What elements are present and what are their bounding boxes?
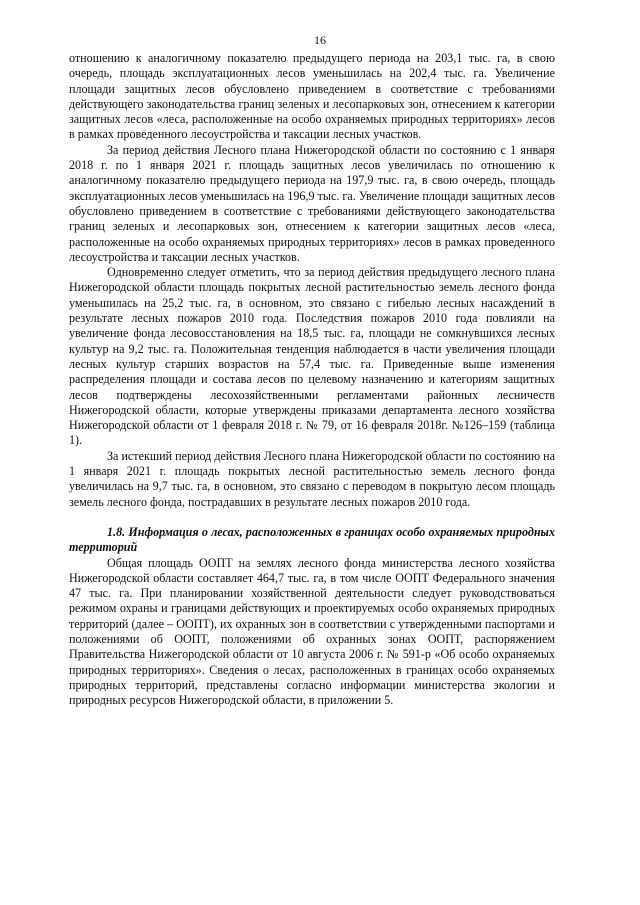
section-spacer bbox=[69, 510, 555, 525]
paragraph-continued: отношению к аналогичному показателю предыдущего периода на 203,1 тыс. га, в свою очередь, площадь эксплуатационных лесов уменьшилась на 202,4 тыс. га. Увеличение площади защитных лесов обусловлено приведением в соответствие с требованиями действующего законодательства границ зеленых и лесопарковых зон, отнесением к категории защитных лесов «леса, расположенные на особо охраняемых природных территориях» лесов в рамках проведенного лесоустройства и таксации лесных участков. bbox=[69, 51, 555, 142]
paragraph-protected-areas: Общая площадь ООПТ на землях лесного фонда министерства лесного хозяйства Нижегородской области составляет 464,7 тыс. га, в том числе ООПТ Федерального значения 47 тыс. га. При планировании хозяйственной деятельности следует руководствоваться режимом охраны и границами действующих и проектируемых особо охраняемых природных территорий (далее – ООПТ), их охранных зон в соответствии с утвержденными паспортами и положениями об ООПТ, положениями об охранных зонах ООПТ, распоряжением Правительства Нижегородской области от 10 августа 2006 г. № 591-р «Об особо охраняемых природных территориях». Сведения о лесах, расположенных в границах особо охраняемых природных территорий, представлены согласно информации министерства экологии и природных ресурсов Нижегородской области, в приложении 5. bbox=[69, 555, 555, 708]
page-number: 16 bbox=[314, 33, 326, 47]
document-body bbox=[69, 51, 555, 708]
paragraph-forest-cover-increase: За истекший период действия Лесного плана Нижегородской области по состоянию на 1 января 2021 г. площадь покрытых лесной растительностью земель лесного фонда увеличилась на 9,7 тыс. га, в основном, это связано с переводом в покрытую лесом площадь земель лесного фонда, пострадавших в результате лесных пожаров 2010 года. bbox=[69, 448, 555, 509]
section-heading: 1.8. Информация о лесах, расположенных в границах особо охраняемых природных территорий bbox=[69, 524, 555, 555]
paragraph-forest-cover-changes: Одновременно следует отметить, что за период действия предыдущего лесного плана Нижегородской области площадь покрытых лесной растительностью земель лесного фонда уменьшилась на 25,2 тыс. га, в основном, это связано с гибелью лесных насаждений в результате лесных пожаров 2010 года. Последствия пожаров 2010 года повлияли на увеличение фонда лесовосстановления на 18,5 тыс. га, площади не сомкнувшихся лесных культур на 9,2 тыс. га. Положительная тенденция наблюдается в части увеличения площади лесных культур старших возрастов на 57,4 тыс. га. Приведенные выше изменения распределения площади и состава лесов по целевому назначению и категориям защитных лесов подтверждены лесохозяйственными регламентами районных лесничеств Нижегородской области, которые утверждены приказами департамента лесного хозяйства Нижегородской области от 1 февраля 2018 г. № 79, от 16 февраля 2018г. №126–159 (таблица 1). bbox=[69, 265, 555, 448]
paragraph-protective-forests-2018-2021: За период действия Лесного плана Нижегородской области по состоянию с 1 января 2018 г. по 1 января 2021 г. площадь защитных лесов увеличилась по отношению к аналогичному показателю предыдущего периода на 197,9 тыс. га, в свою очередь, площадь эксплуатационных лесов уменьшилась на 196,9 тыс. га. Увеличение площади защитных лесов обусловлено приведением в соответствие с требованиями действующего законодательства границ зеленых и лесопарковых зон, отнесением к категории защитных лесов «леса, расположенные на особо охраняемых природных территориях» лесов в рамках проведенного лесоустройства и таксации лесных участков. bbox=[69, 142, 555, 264]
